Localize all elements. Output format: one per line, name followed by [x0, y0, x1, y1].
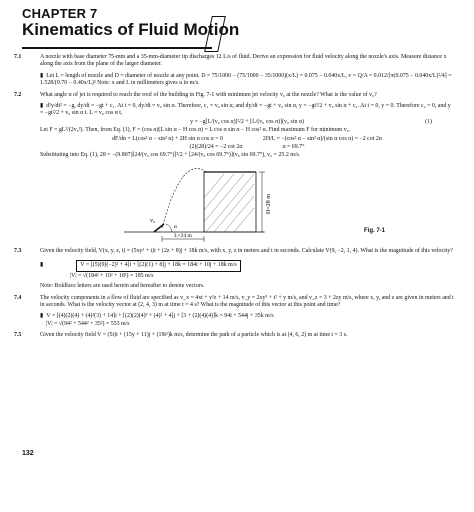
solution-text: Let L = length of nozzle and D = diameter of nozzle at any point. D = 75/1000 − (75/1000 − 35/1000)(x/L) = 0.075 − 0.040x/L, v = Q/A = 0.012/[π(0.075 − 0.040x/L)²/4] = 1.528/(0.70 − 0.40x/L)² Note: x and L in millimeters gives u in m/s.	[40, 72, 452, 87]
equation-text: dF/dα = L(cos² α − sin² α) + 2H sin α cos α = 0	[112, 135, 223, 142]
figure-diagram	[14, 162, 454, 244]
title-rule	[22, 47, 212, 49]
nozzle	[154, 224, 164, 232]
solution-mark-icon: ▮	[40, 313, 44, 320]
solution-7-1	[14, 73, 454, 88]
problem-number: 7.2	[14, 91, 22, 98]
problem-7-1	[14, 54, 454, 69]
problem-text: What angle α of jet is required to reach the roof of the building in Fig. 7-1 with minimum jet velocity v₀ at the nozzle? What is the value of v₀?	[40, 91, 377, 98]
equation-1	[40, 119, 454, 126]
jet-trajectory	[162, 168, 206, 228]
angle-arc	[166, 224, 172, 232]
figure-7-1	[14, 162, 454, 244]
page-number: 132	[22, 450, 34, 457]
problem-text: Given the velocity field, V(x, y, z, t) = (5xy² + t)i + (2z + 8)j + 18k m/s, with x, y, z in meters and t in seconds. Calculate V(9, −2, 1, 4). What is the magnitude of this velocity?	[40, 247, 453, 254]
v0-label: v₀	[150, 217, 156, 224]
solution-line: V = [(5)(9)(−2)² + 4]i + [(2)(1) + 8]j + 18k = 184i + 10j + 18k m/s	[76, 260, 240, 271]
problem-number: 7.5	[14, 332, 22, 339]
alpha-label: α	[174, 223, 177, 230]
problem-text: A nozzle with base diameter 75-mm and a 35-mm-diameter tip discharges 12 L/s of fluid. Derive an expression for fluid velocity along the nozzle's axis. Measure distance x along the axis from the plane of the larger diameter.	[40, 54, 447, 68]
equation-text: (2)(28)/24 = −2 cot 2α	[189, 144, 243, 151]
problem-text: Given the velocity field V = (5t)i + (15y + 11)j + (19t²)k m/s, determine the path of a particle which is at (4, 6, 2) m at time t = 3 s.	[40, 332, 348, 339]
solution-line: |V| = √(184² + 10² + 18²) = 185 m/s	[70, 272, 154, 279]
solution-7-4	[14, 313, 454, 328]
problem-number: 7.1	[14, 54, 22, 60]
solution-7-3	[14, 259, 454, 280]
equation-text: y = −g[L/(v₀ cos α)]²/2 + [L/(v₀ cos α)](v₀ sin α)	[190, 118, 304, 125]
height-label: H=28 m	[266, 193, 272, 214]
solution-line: Let F = gL²/(2v₀²). Then, from Eq. (1), F = (cos α)(L sin α − H cos α) = L cos α sin α − H cos² α. Find maximum F for minimum v₀.	[40, 127, 351, 134]
equation-text: α = 69.7°	[282, 144, 305, 151]
problem-number: 7.4	[14, 294, 22, 301]
boldface-note: Note: Boldface letters are used herein and hereafter to denote vectors.	[40, 283, 205, 290]
solution-mark-icon: ▮	[40, 262, 44, 269]
solution-line: |V| = √(94² + 544² + 35²) = 553 m/s	[46, 320, 130, 327]
chapter-label: CHAPTER 7	[22, 6, 98, 21]
chapter-title: Kinematics of Fluid Motion	[22, 20, 240, 39]
problem-7-5	[14, 332, 454, 339]
equation-pair	[40, 144, 454, 151]
solution-mark-icon: ▮	[40, 72, 44, 79]
equation-text: 2H/L = −(cos² α − sin² α)/(sin α cos α) = −2 cot 2α	[262, 135, 382, 142]
problem-number: 7.3	[14, 247, 22, 254]
solution-mark-icon: ▮	[40, 103, 44, 110]
problem-7-2	[14, 92, 454, 99]
equation-number: (1)	[425, 118, 432, 125]
width-label: L=24 m	[174, 232, 192, 239]
figure-caption: Fig. 7-1	[364, 227, 386, 234]
problem-7-4	[14, 295, 454, 310]
solution-line: V = [(4)(2)(4) + (4)²(3) + 14]i + [(2)(2)(4)³ + (4)² + 4]j + [3 + (2)(4)(4)]k = 94i + 544j + 35k m/s	[46, 313, 274, 320]
page-body	[14, 54, 454, 344]
problem-7-3	[14, 248, 454, 255]
solution-line: Substituting into Eq. (1), 28 = −(9.807)[24/(v₀ cos 69.7°)]²/2 + [24/(v₀ cos 69.7°)](v₀ sin 69.7°), v₀ = 25.2 m/s.	[40, 152, 301, 159]
problem-text: The velocity components in a flow of fluid are specified as v_x = 4xt + y²z + 14 m/s, v_y = 2xy³ + t² + y m/s, and v_z = 3 + 2zy m/s, where x, y, and z are given in meters and t in seconds. What is the velocity vector at (2, 4, 3) m at time t = 4 s? What is the magnitude of this vector at this point and time?	[40, 294, 454, 308]
equation-pair	[40, 136, 454, 143]
solution-7-2	[14, 103, 454, 160]
solution-line: d²y/dt² = −g, dy/dt = −gt + c₁. At t = 0, dy/dt = v₀ sin α. Therefore, c₁ = v₀ sin α, and dy/dt = −gt + v₀ sin α, y = −gt²/2 + v₀ sin α + c₂. At t = 0, y = 0. Therefore c₂ = 0, and y = −gt²/2 + v₀ sin α t. L = v₀ cos α t,	[40, 103, 451, 117]
building-hatch	[204, 174, 254, 232]
